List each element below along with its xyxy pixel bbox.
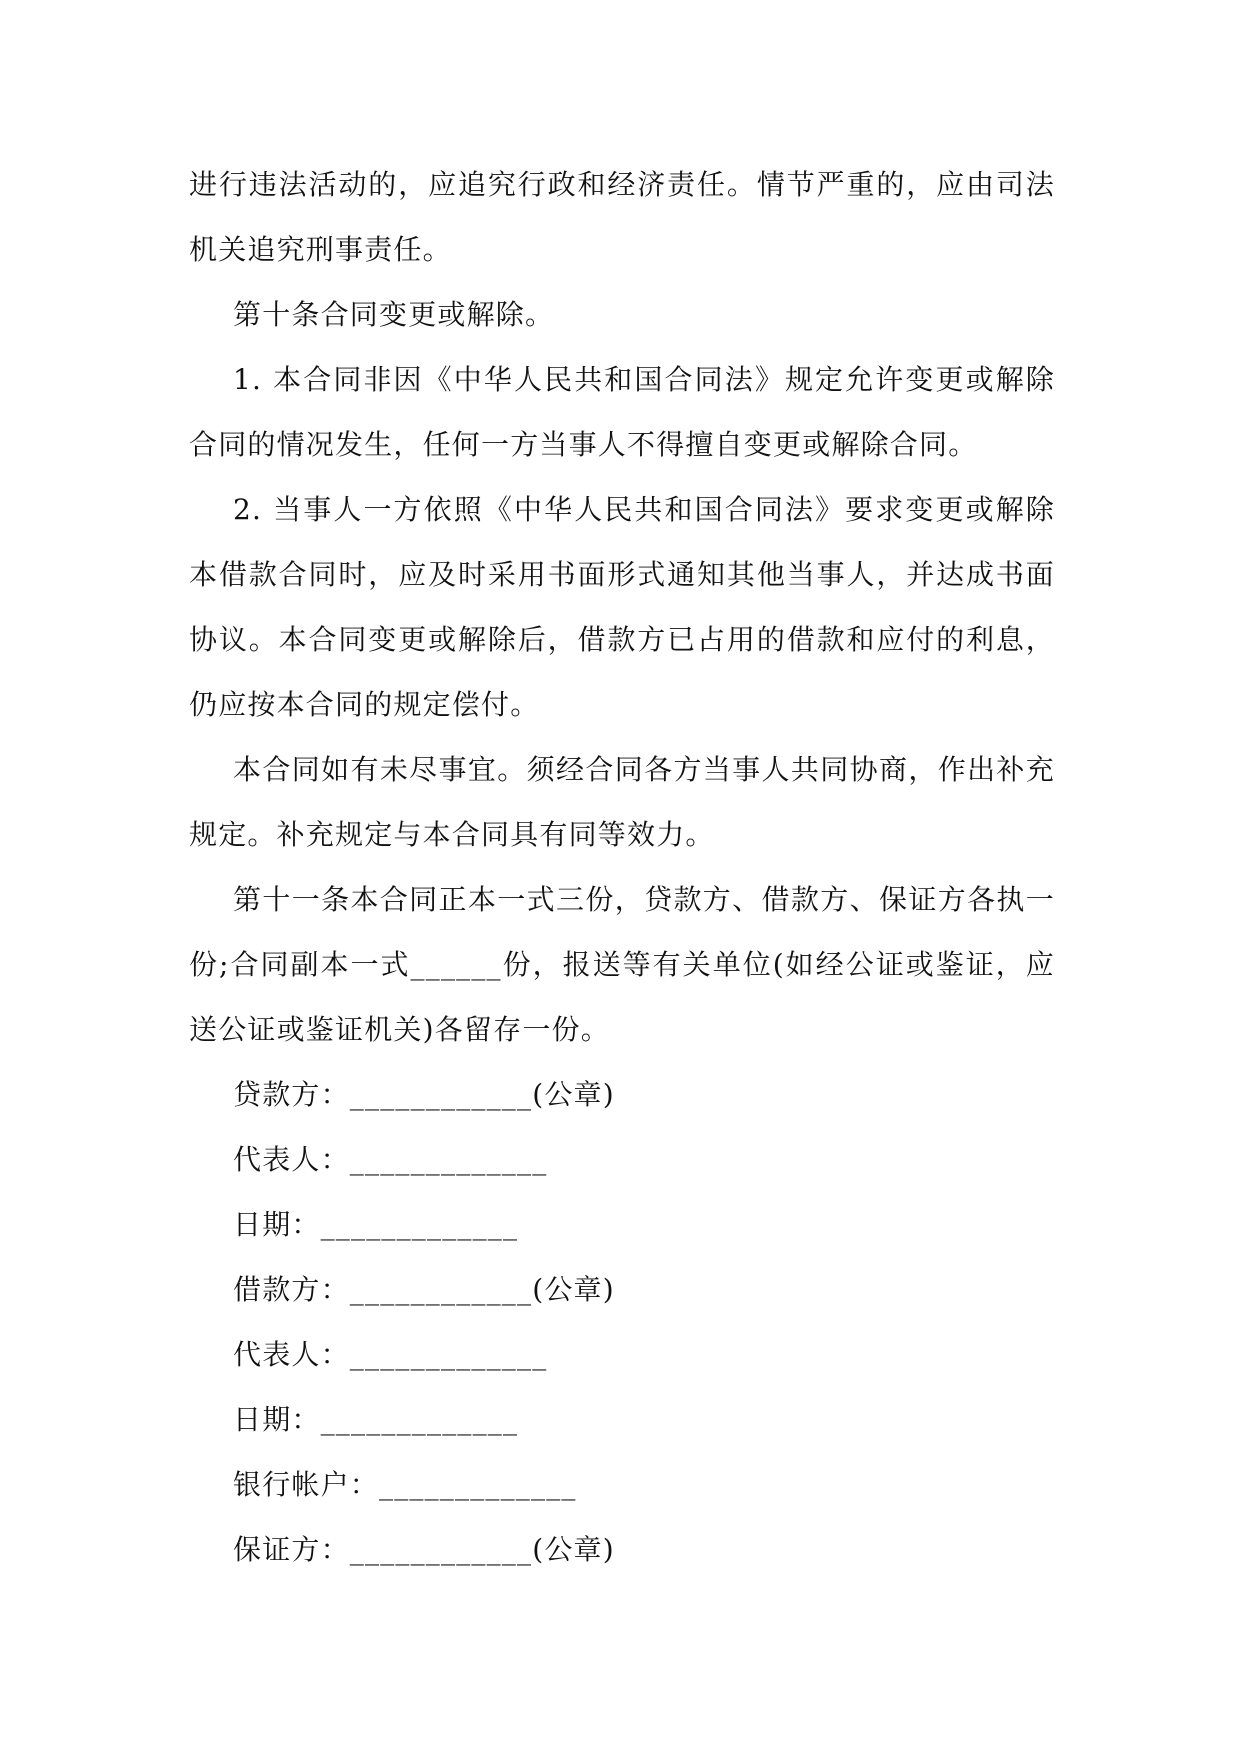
lender-date-field: 日期：_____________ <box>233 1208 519 1241</box>
paragraph-article-11: 第十一条本合同正本一式三份，贷款方、借款方、保证方各执一份;合同副本一式______份，报送等有关单位(如经公证或鉴证，应送公证或鉴证机关)各留存一份。 <box>189 883 1055 1046</box>
bank-account-field: 银行帐户：_____________ <box>233 1468 577 1501</box>
borrower-representative-field: 代表人：_____________ <box>233 1338 548 1371</box>
borrower-signature-field: 借款方：____________(公章) <box>233 1273 615 1306</box>
lender-representative-field: 代表人：_____________ <box>233 1143 548 1176</box>
paragraph-illegal-activity: 进行违法活动的，应追究行政和经济责任。情节严重的，应由司法机关追究刑事责任。 <box>189 168 1055 266</box>
paragraph-supplementary-terms: 本合同如有未尽事宜。须经合同各方当事人共同协商，作出补充规定。补充规定与本合同具有同等效力。 <box>189 753 1055 851</box>
lender-signature-field: 贷款方：____________(公章) <box>233 1078 615 1111</box>
contract-body <box>189 152 1055 1582</box>
paragraph-article-10-heading: 第十条合同变更或解除。 <box>233 298 555 331</box>
paragraph-article-10-item-2: 2. 当事人一方依照《中华人民共和国合同法》要求变更或解除本借款合同时，应及时采用书面形式通知其他当事人，并达成书面协议。本合同变更或解除后，借款方已占用的借款和应付的利息，仍应按本合同的规定偿付。 <box>189 493 1055 721</box>
borrower-date-field: 日期：_____________ <box>233 1403 519 1436</box>
guarantor-signature-field: 保证方：____________(公章) <box>233 1533 615 1566</box>
paragraph-article-10-item-1: 1. 本合同非因《中华人民共和国合同法》规定允许变更或解除合同的情况发生，任何一方当事人不得擅自变更或解除合同。 <box>189 363 1055 461</box>
